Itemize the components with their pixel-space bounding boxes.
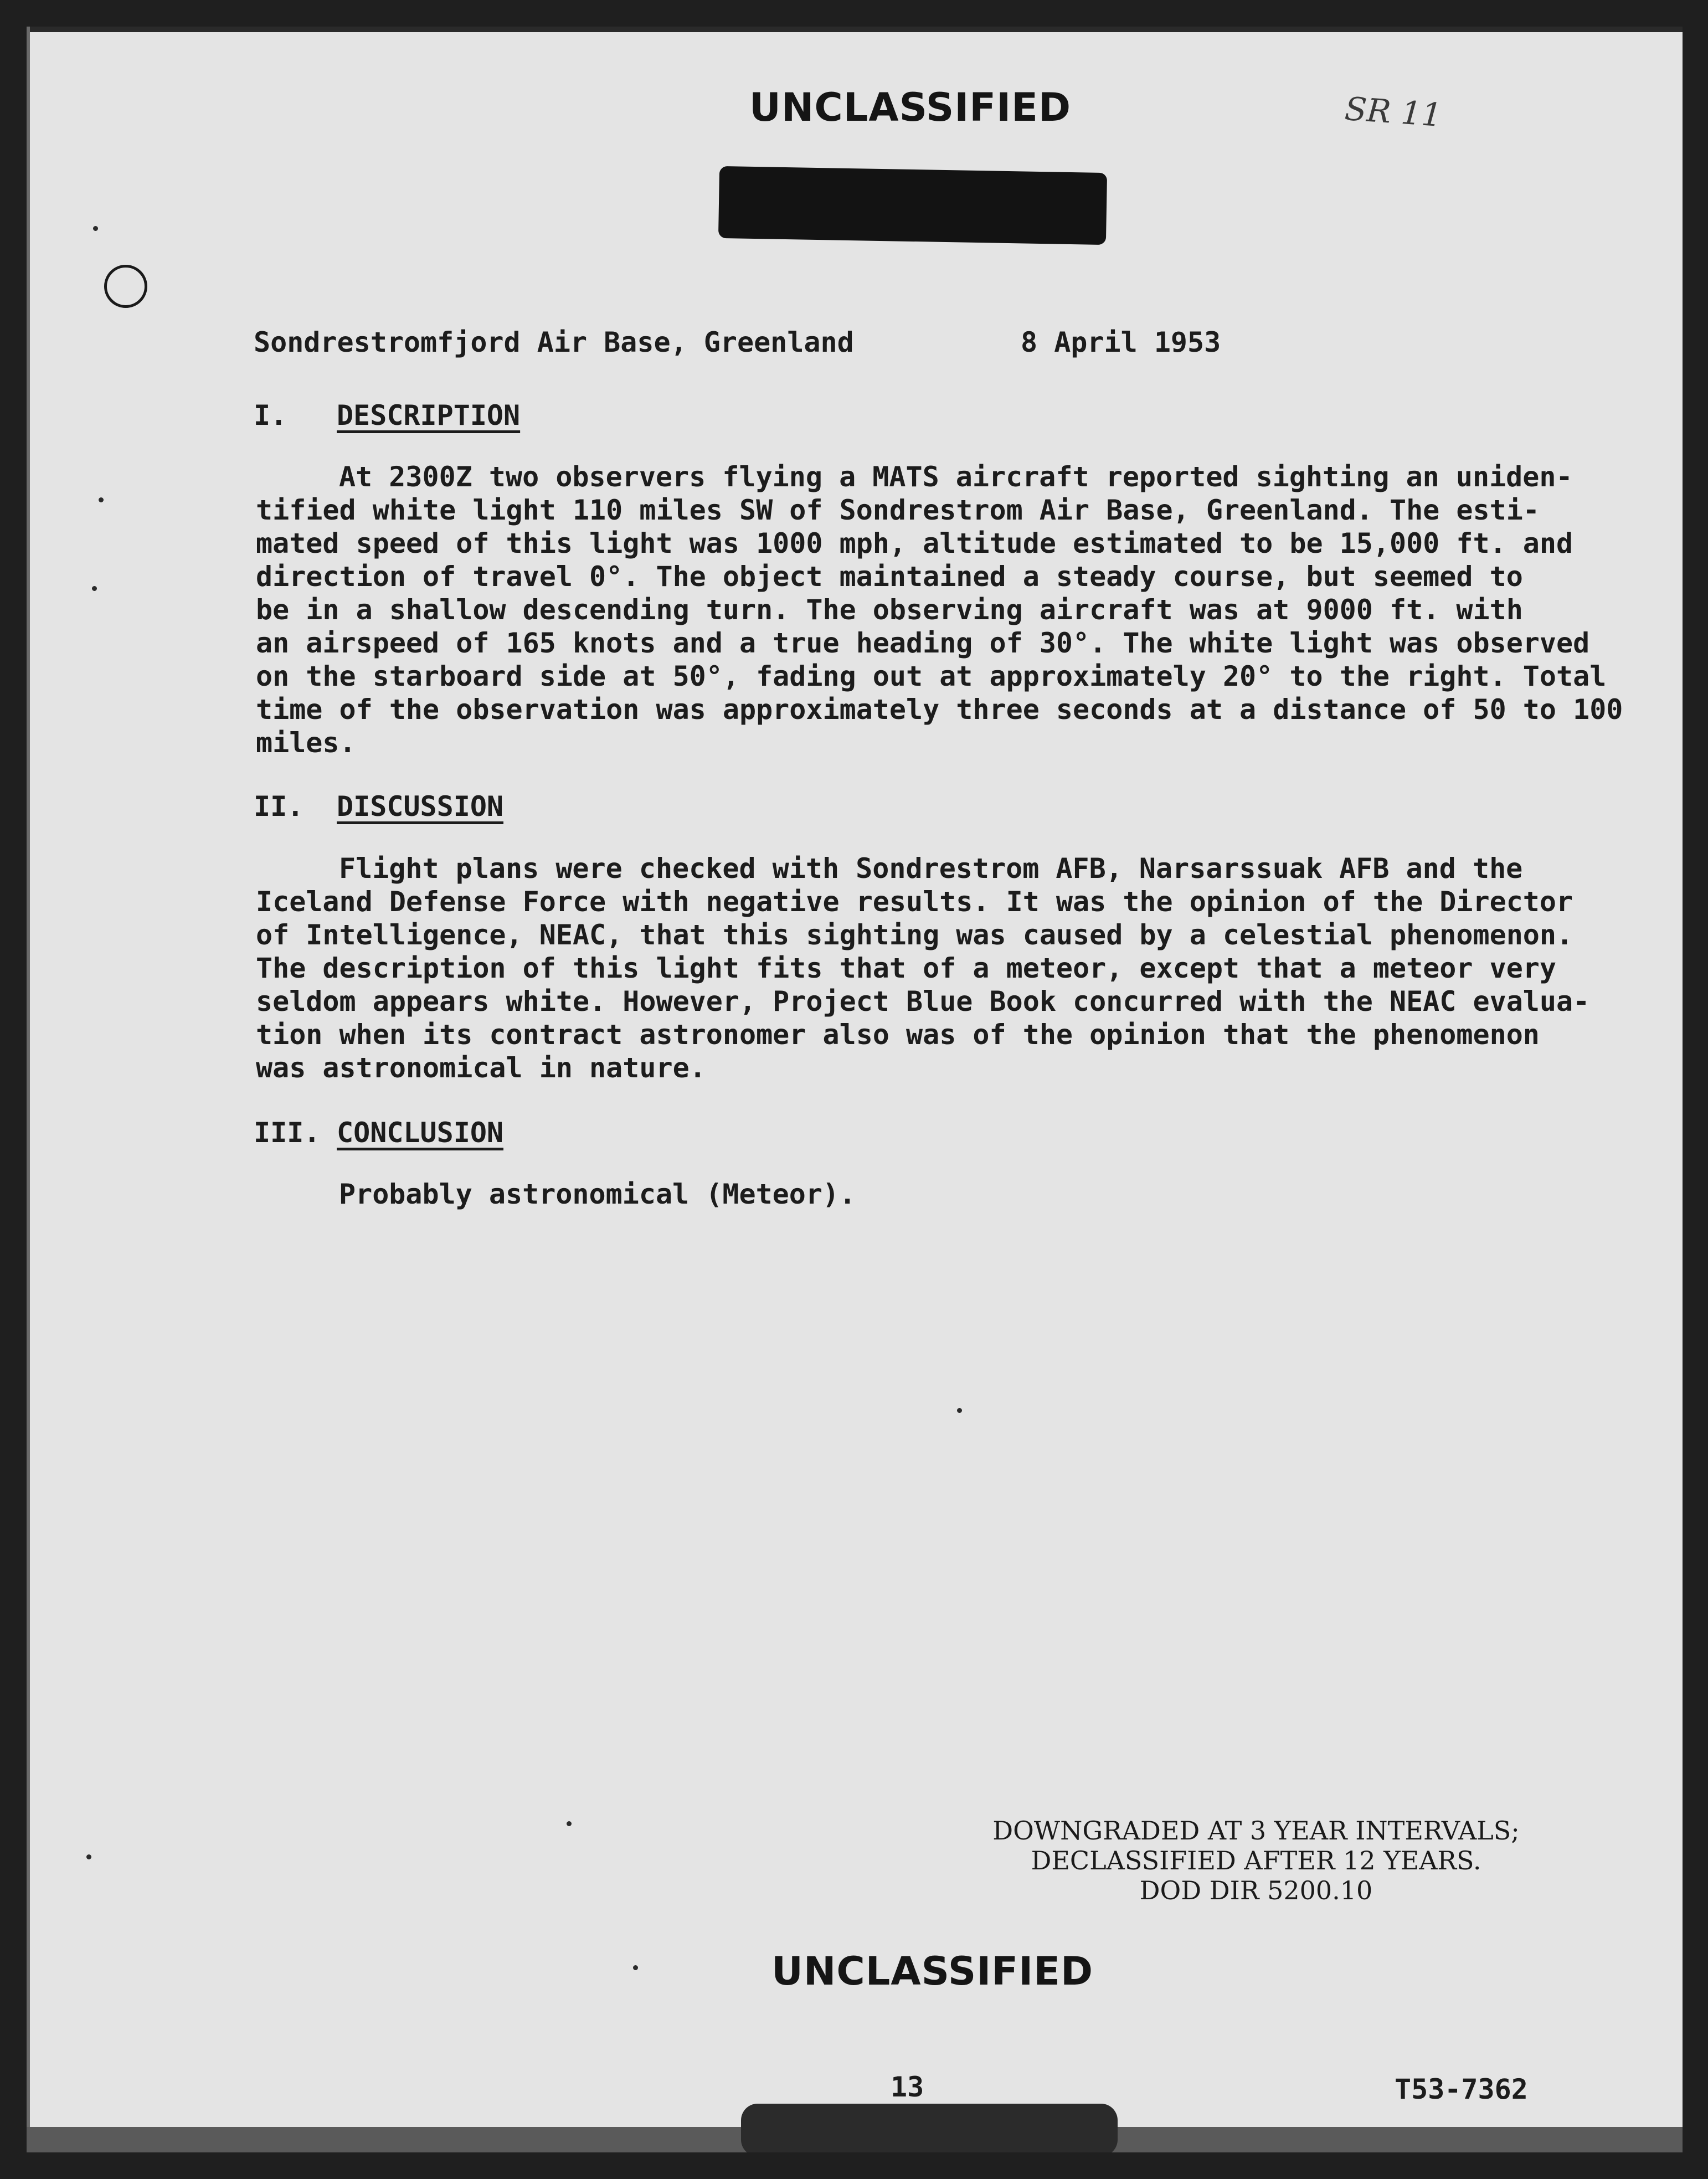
section-1-number: I. (254, 399, 287, 431)
scan-edge-left (27, 27, 30, 2152)
scan-speck (633, 1965, 638, 1970)
section-1-line: be in a shallow descending turn. The observing aircraft was at 9000 ft. with (256, 594, 1523, 626)
section-1-line: mated speed of this light was 1000 mph, altitude estimated to be 15,000 ft. and (256, 527, 1573, 559)
section-1-title: DESCRIPTION (337, 399, 521, 431)
section-2-line: tion when its contract astronomer also was of the opinion that the phenomenon (256, 1019, 1540, 1051)
section-3-number: III. (254, 1117, 321, 1149)
bottom-classification-label: UNCLASSIFIED (771, 1949, 1094, 1994)
scan-speck (957, 1408, 962, 1413)
redaction-bar-top (718, 166, 1107, 245)
section-3-line: Probably astronomical (Meteor). (339, 1178, 856, 1210)
dateline-date: 8 April 1953 (1021, 326, 1221, 358)
punch-hole-icon (104, 265, 147, 308)
section-1-line: direction of travel 0°. The object maintained a steady course, but seemed to (256, 561, 1523, 593)
scan-edge-top (27, 27, 1683, 32)
handwritten-note: SR 11 (1343, 89, 1443, 135)
section-1-line: time of the observation was approximately three seconds at a distance of 50 to 100 (256, 693, 1623, 726)
stamp-line: DOD DIR 5200.10 (1139, 1875, 1373, 1905)
section-2-line: seldom appears white. However, Project Blue Book concurred with the NEAC evalua- (256, 985, 1590, 1017)
section-2-title: DISCUSSION (337, 790, 504, 823)
case-number: T53-7362 (1395, 2073, 1528, 2105)
section-1-line: on the starboard side at 50°, fading out at approximately 20° to the right. Total (256, 660, 1607, 692)
document-page (27, 27, 1683, 2152)
section-2-number: II. (254, 790, 304, 823)
section-2-line: The description of this light fits that of a meteor, except that a meteor very (256, 952, 1556, 984)
scan-speck (86, 1854, 91, 1859)
scan-speck (567, 1821, 572, 1826)
section-2-line: of Intelligence, NEAC, that this sighting was caused by a celestial phenomenon. (256, 919, 1573, 951)
scan-speck (99, 497, 104, 502)
top-classification-label: UNCLASSIFIED (749, 85, 1072, 130)
section-2-line: Flight plans were checked with Sondrestrom AFB, Narsarssuak AFB and the (339, 852, 1523, 885)
declassification-stamp (929, 1816, 1583, 1905)
section-1-line: an airspeed of 165 knots and a true heading of 30°. The white light was observed (256, 627, 1590, 659)
section-1-body (256, 460, 1640, 759)
section-2-line: Iceland Defense Force with negative results. It was the opinion of the Director (256, 886, 1573, 918)
scan-speck (92, 586, 97, 591)
section-1-line: tified white light 110 miles SW of Sondrestrom Air Base, Greenland. The esti- (256, 494, 1540, 526)
section-3-body (256, 1178, 1640, 1211)
dateline-location: Sondrestromfjord Air Base, Greenland (254, 326, 854, 358)
stamp-line: DECLASSIFIED AFTER 12 YEARS. (1031, 1846, 1481, 1875)
section-2-body (256, 852, 1640, 1085)
section-1-line: miles. (256, 727, 356, 759)
section-2-line: was astronomical in nature. (256, 1052, 706, 1084)
redaction-bar-bottom (741, 2104, 1118, 2152)
stamp-line: DOWNGRADED AT 3 YEAR INTERVALS; (992, 1816, 1520, 1846)
section-3-title: CONCLUSION (337, 1117, 504, 1149)
section-1-line: At 2300Z two observers flying a MATS aircraft reported sighting an uniden- (339, 461, 1573, 493)
scan-speck (93, 226, 98, 231)
page-number: 13 (891, 2071, 924, 2103)
